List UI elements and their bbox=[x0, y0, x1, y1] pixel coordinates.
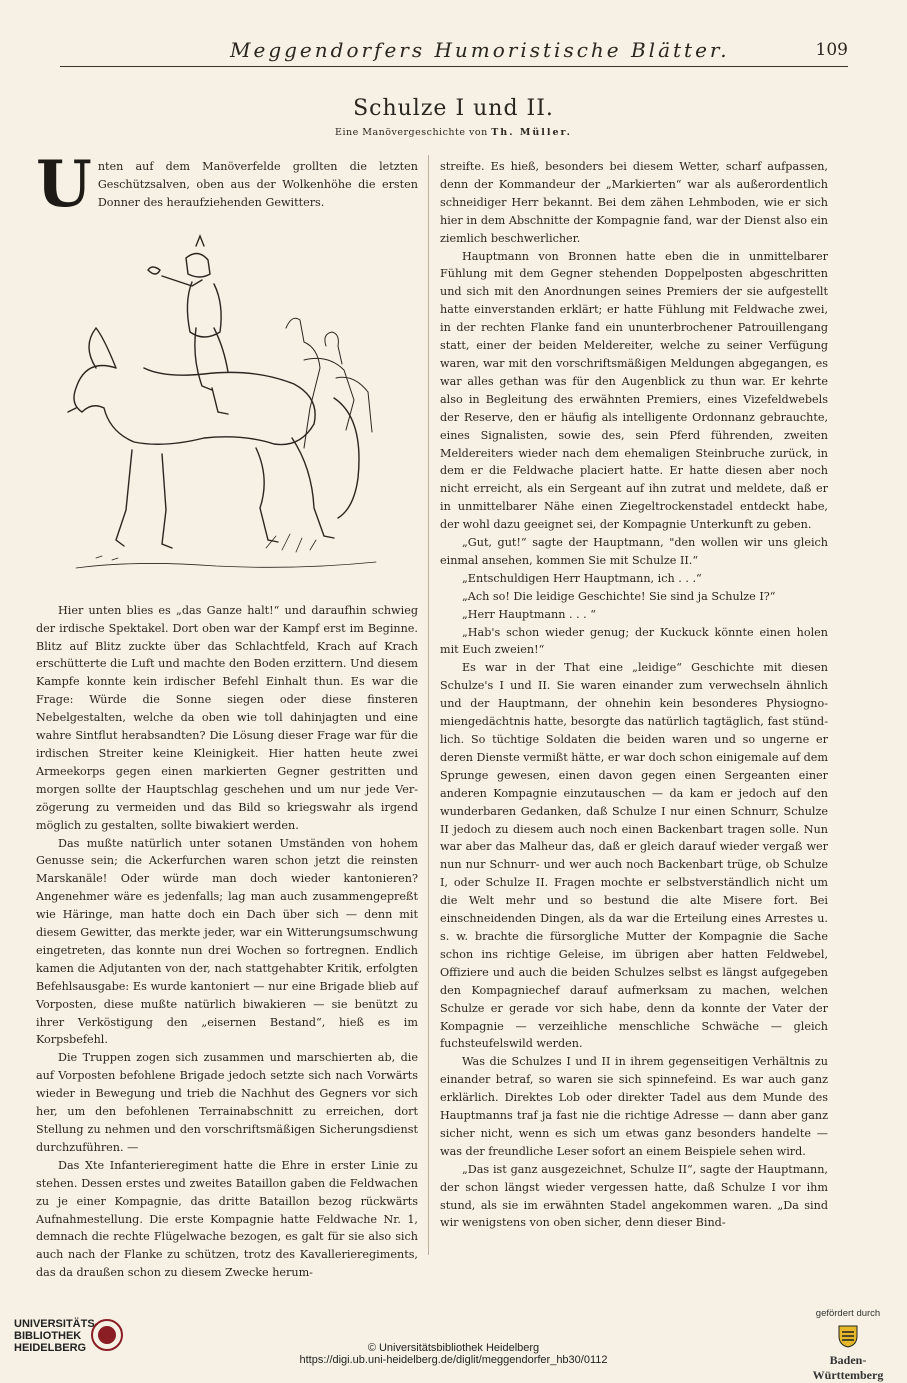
funding-notice bbox=[803, 1308, 893, 1383]
library-name-line: HEIDELBERG bbox=[14, 1342, 87, 1354]
bugler-on-horse-drawing bbox=[36, 218, 418, 588]
library-name-line: BIBLIOTHEK bbox=[14, 1330, 82, 1342]
article-title: Schulze I und II. bbox=[353, 96, 554, 121]
paragraph: Was die Schulzes I und II in ihrem gegenseitigen Verhältnis zu einander betraf, so waren sie sich spinnefeind. Es war auch ganz erklärlich. Direktes Lob oder direkter Tadel aus dem Munde des Hauptmanns traf ja fast nie die richtige Adresse — dann aber ganz sicher nicht, wenn es sich um etwas ganz besonders handelte — was der freundliche Leser sofort an einem Beispiele sehen wird. bbox=[440, 1055, 828, 1158]
page-number: 109 bbox=[815, 40, 848, 60]
article-byline bbox=[0, 127, 907, 138]
paragraph: Hauptmann von Bronnen hatte eben die in unmittelbarer Fühlung mit dem Gegner stehenden Doppelposten abgeschritten und sich mit den Anordnungen seines Premiers der sie aufgestellt hatte einverstanden erklärt; er hatte Fühlung mit Feldwache zwei, in der rechten Flanke fand ein ununterbrochener Patrouillengang statt, einer der beiden Meldereiter, welche zu seiner Verfügung waren, war mit den vorschriftsmäßigen Meldungen abgegangen, es war alles gethan was für den Augenblick zu thun war. Er kehrte also in Begleitung des erwähnten Premiers, eines Vizefeldwebels der Reserve, den er häufig als intelligente Ordonnanz gebrauchte, eines Signalisten, sowie des, sein Pferd führenden, zweiten Meldereiters wieder nach dem ehemaligen Steinbruche zurück, in dem er die Feldwache placiert hatte. Er hatte diesen aber noch nicht erreicht, als ein Sergeant auf ihn zutrat und meldete, daß er in unmittelbarer Nähe einen Ziegeltrockenstadel entdeckt habe, der wohl dazu geeignet sei, der Kompagnie Unterkunft zu geben. bbox=[440, 249, 828, 532]
paragraph bbox=[36, 147, 418, 222]
byline-prefix: Eine Manövergeschichte von bbox=[335, 127, 488, 138]
left-column bbox=[36, 147, 418, 1282]
paragraph: „Das ist ganz ausgezeichnet, Schulze II“, sagte der Hauptmann, der schon längst wieder vergessen hatte, daß Schulze I vor ihm stund, als sie im erwähnten Stadel angekommen waren. „Da sind wir wenigstens von oben sicher, denn dieser Bind- bbox=[440, 1162, 828, 1230]
paragraph: Es war in der That eine „leidige“ Geschichte mit diesen Schulze's I und II. Sie waren einander zum verwechseln ähnlich und der Hauptmann, der ohnehin kein besonderes Physiognomiengedächtnis hatte, besorgte das natürlich tagtäglich, fast stündlich. So tüchtige Soldaten die beiden waren und so ungerne er deren Dienste vermißt hätte, er war doch schon einigemale auf dem Sprunge gewesen, einen davon gegen einen Sergeanten einer anderen Kompagnie einzutauschen — da kam er jedoch auf den wunderbaren Gedanken, daß Schulze I nur einen Schnurr, Schulze II jedoch zu diesem auch noch einen Backenbart tragen solle. Nun war aber das Malheur das, daß er gleich darauf wieder vergaß wer nun nur Schnurr- und wer auch noch Backenbart trüge, ob Schulze I, oder Schulze II. Fragen mochte er selbstverständlich nicht um die Welt mehr und so bestund die alte Misere fort. Bei einschneidenden Dingen, als da war die Erteilung eines Arrestes u. s. w. brachte die fürsorgliche Mutter der Kompagnie die Sache schon ins richtige Geleise, im übrigen aber hatten Feldwebel, Offiziere und auch die beiden Schulzes selbst es längst aufgegeben den Kompagniechef darauf aufmerksam zu machen, welchen Schulze er gerade vor sich habe, denn da konnte der Vater der Kompagnie — verzeihliche menschliche Schwäche — gleich fuchsteufelswild werden. bbox=[440, 661, 828, 1051]
right-column bbox=[440, 158, 828, 1232]
footer-credits bbox=[0, 1342, 907, 1366]
paragraph-text: nten auf dem Manöverfelde grollten die letzten Geschützsalven, oben aus der Wolkenhöhe die ersten Donner des heraufziehenden Gewitters. bbox=[97, 160, 418, 209]
library-name-line: UNIVERSITÄTS- bbox=[14, 1318, 99, 1330]
paragraph: Das Xte Infanterieregiment hatte die Ehre in erster Linie zu stehen. Dessen erstes und zweites Bataillon gaben die Feldwachen zu je einer Kompagnie, das dritte Bataillon bezog rückwärts Aufnahmestellung. Die erste Kompagnie hatte Feldwache Nr. 1, demnach die rechte Flügelwache bezogen, es galt für sie also sich auch nach der Flanke zu schützen, trotz des Kavallerieregiments, das da draußen schon zu diesem Zwecke herum- bbox=[36, 1158, 418, 1280]
paragraph: streifte. Es hieß, besonders bei diesem Wetter, scharf aufpassen, denn der Kommandeur der „Markierten“ war als außerordentlich schneidiger Herr bekannt. Bei dem zähen Lehmboden, wie er sich hier in dem Abschnitte der Kompagnie fand, war der Dienst also ein ziemlich beschwerlicher. bbox=[440, 160, 828, 245]
page-header bbox=[60, 34, 848, 67]
column-divider bbox=[428, 155, 429, 1255]
drop-cap: U bbox=[36, 147, 92, 222]
paragraph: „Hab's schon wieder genug; der Kuckuck könnte einen holen mit Euch zweien!“ bbox=[440, 625, 828, 657]
state-crest-icon bbox=[835, 1323, 861, 1349]
cavalry-illustration bbox=[36, 218, 418, 588]
paragraph: „Herr Hauptmann . . . “ bbox=[462, 607, 597, 621]
state-name: Baden-Württemberg bbox=[812, 1353, 884, 1382]
paragraph: „Gut, gut!“ sagte der Hauptmann, "den wollen wir uns gleich einmal ansehen, kommen Sie mit Schulze II.“ bbox=[440, 536, 828, 567]
paragraph: „Ach so! Die leidige Geschichte! Sie sind ja Schulze I?“ bbox=[462, 589, 776, 603]
author-name: Th. Müller. bbox=[491, 127, 572, 138]
journal-title: Meggendorfers Humoristische Blätter. bbox=[230, 38, 730, 62]
paragraph: Hier unten blies es „das Ganze halt!“ und daraufhin schwieg der irdische Spektakel. Dort oben war der Kampf erst im Beginne. Blitz auf Blitz zuckte über das Schlachtfeld, Krach auf Krach erschütterte die Luft und machte den Boden erzittern. Und diesem Kampfe konnte kein irdischer Befehl Einhalt thun. Es war die Frage: Würde die Sonne siegen oder diese finsteren Nebelgestalten, welche da oben wie toll dahinjagten und eine wahre Sintflut herabsandten? Die Lösung dieser Frage war für die irdischen Streiter keine Kleinigkeit. Hier hatten heute zwei Armeekorps gegen einen markierten Gegner gestritten und morgen sollte der Hauptschlag geschehen und um nur jede Verzögerung zu vermeiden und das Bild so kriegswahr als irgend möglich zu gestalten, sollte biwakiert werden. bbox=[36, 603, 418, 832]
funded-by-label: gefördert durch bbox=[815, 1308, 881, 1319]
copyright-notice: © Universitätsbibliothek Heidelberg bbox=[367, 1342, 540, 1354]
paragraph: „Entschuldigen Herr Hauptmann, ich . . .“ bbox=[462, 571, 702, 585]
permalink-url[interactable]: https://digi.ub.uni-heidelberg.de/diglit/meggendorfer_hb30/0112 bbox=[299, 1354, 608, 1366]
paragraph: Das mußte natürlich unter sotanen Umständen von hohem Genusse sein; die Ackerfurchen waren schon jetzt die reinsten Marskanäle! Oder würde man doch wieder kantonieren? Angenehmer wäre es jedenfalls; lag man auch zusammengepreßt wie Häringe, man hatte doch ein Dach über sich — denn mit diesem Gewitter, das merkte jeder, war ein Witterungsumschwung eingetreten, das konnte nun drei Wochen so fortregnen. Endlich kamen die Adjutanten von der, nach stattgehabter Kritik, erfolgten Befehlsausgabe: Es wurde kantoniert — nur eine Brigade blieb auf Vorposten, diese mußte natürlich biwakieren — sie benützt zu ihrer Verköstigung den „eisernen Bestand“, hieß es im Korpsbefehl. bbox=[36, 836, 418, 1047]
paragraph: Die Truppen zogen sich zusammen und marschierten ab, die auf Vorposten befohlene Brigade jedoch setzte sich nach Vorwärts wieder in Bewegung und trieb die Nachhut des Gegners vor sich her, um den befohlenen Terrainabschnitt zu erreichen, dort Stellung zu nehmen und den vorschriftsmäßigen Sicherungsdienst durchzuführen. — bbox=[36, 1051, 418, 1154]
